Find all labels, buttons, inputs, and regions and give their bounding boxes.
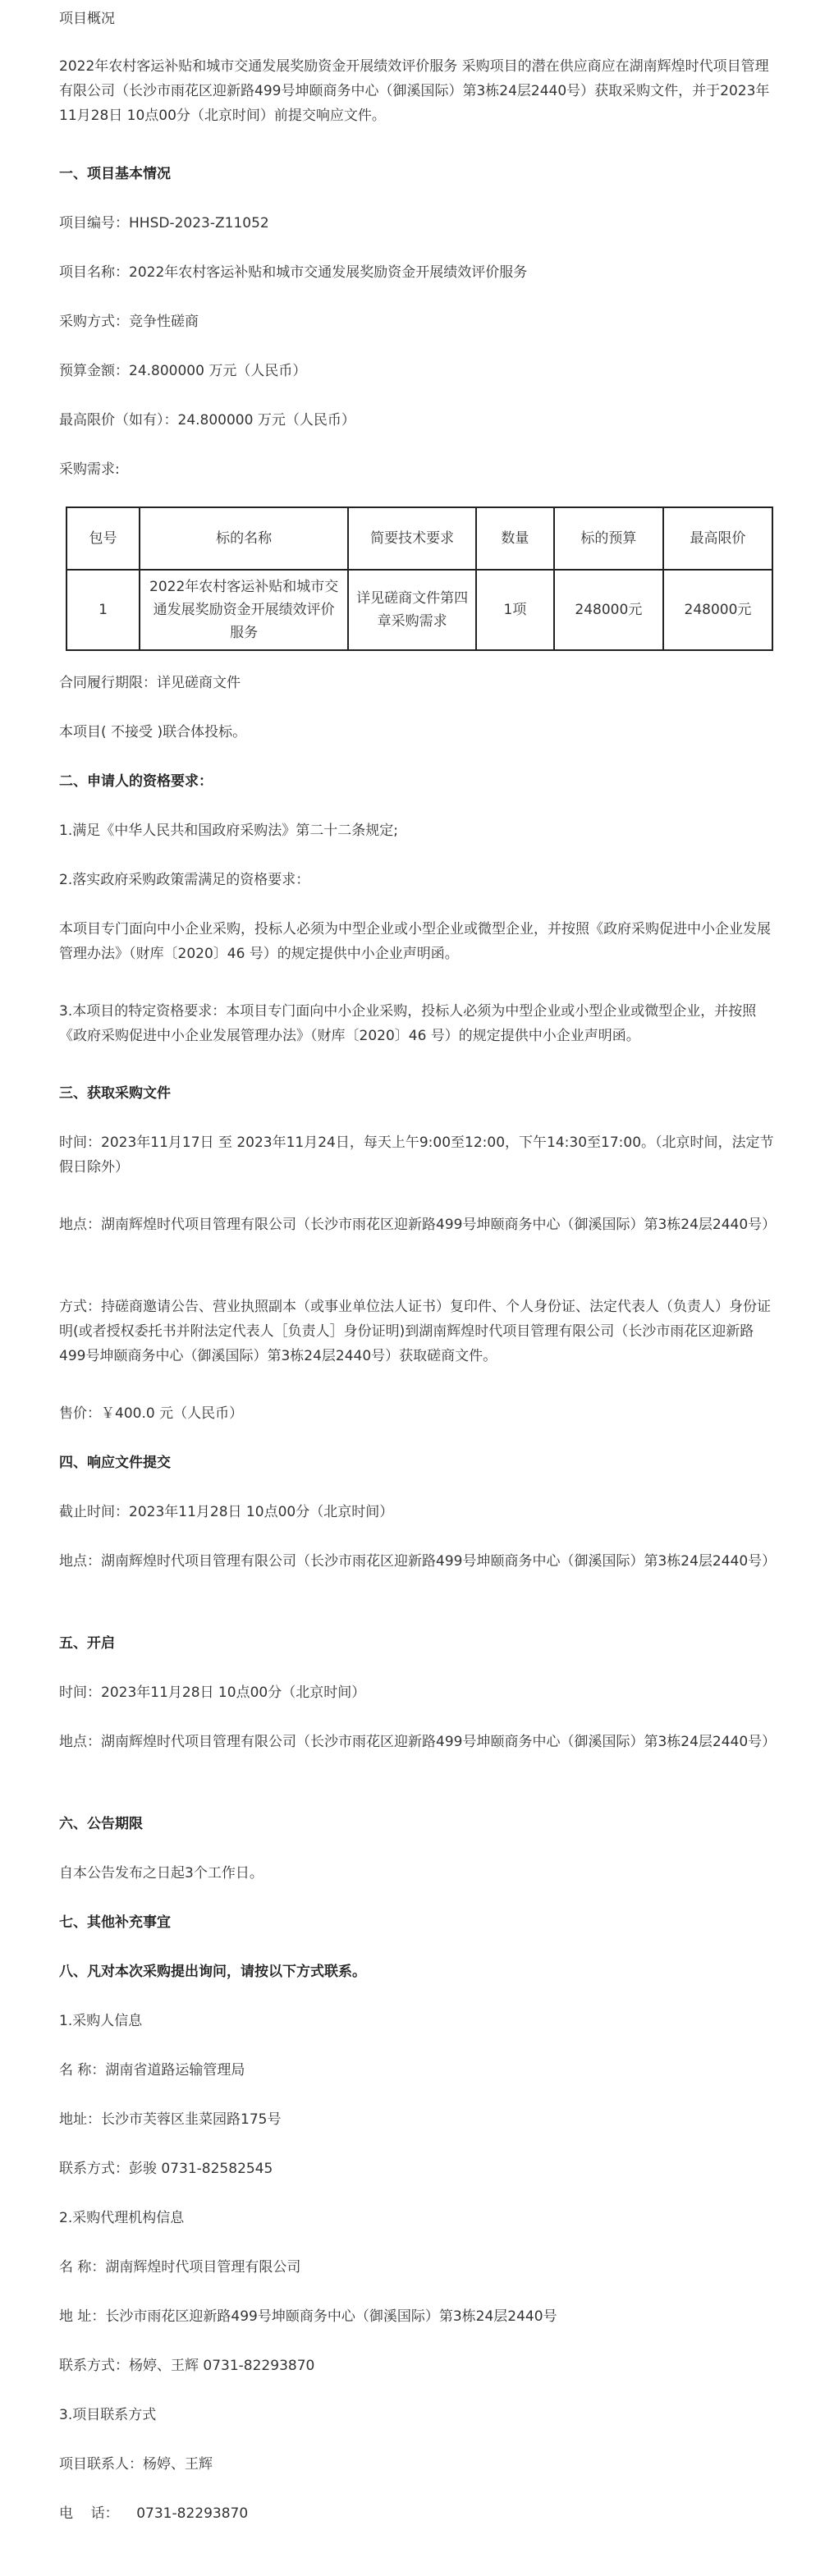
buyer-heading: 1.采购人信息 [59, 2013, 143, 2029]
cell-tech-req: 详见磋商文件第四章采购需求 [348, 570, 476, 650]
project-contact-heading: 3.项目联系方式 [59, 2407, 157, 2423]
qualification-2: 2.落实政府采购政策需满足的资格要求： [59, 872, 310, 888]
contract-period: 合同履行期限：详见磋商文件 [59, 675, 241, 691]
section-5-title: 五、开启 [59, 1635, 115, 1652]
section-6-title: 六、公告期限 [59, 1816, 143, 1832]
table-header-row [66, 507, 772, 570]
max-price: 最高限价（如有）：24.800000 万元（人民币） [59, 412, 355, 429]
section-7-title: 七、其他补充事宜 [59, 1914, 171, 1931]
procurement-method: 采购方式：竞争性磋商 [59, 314, 199, 330]
header-cell-budget: 标的预算 [554, 507, 663, 570]
buyer-address: 地址：长沙市芙蓉区韭菜园路175号 [59, 2111, 282, 2128]
overview-text: 2022年农村客运补贴和城市交通发展奖励资金开展绩效评价服务 采购项目的潜在供应商应在湖南辉煌时代项目管理有限公司（长沙市雨花区迎新路499号坤颐商务中心（御溪国际）第3栋24层2440号）获取采购文件，并于2023年11月28日 10点00分（北京时间）前提交响应文件。 [59, 58, 770, 124]
requirements-table [66, 506, 773, 651]
submit-place: 地点：湖南辉煌时代项目管理有限公司（长沙市雨花区迎新路499号坤颐商务中心（御溪国际）第3栋24层2440号） [59, 1553, 777, 1570]
cell-budget: 248000元 [554, 570, 663, 650]
qualification-sme: 本项目专门面向中小企业采购，投标人必须为中型企业或小型企业或微型企业，并按照《政府采购促进中小企业发展管理办法》（财库〔2020〕46 号）的规定提供中小企业声明函。 [59, 921, 771, 962]
cell-package: 1 [66, 570, 140, 650]
header-cell-max-price: 最高限价 [663, 507, 772, 570]
cell-item-name: 2022年农村客运补贴和城市交通发展奖励资金开展绩效评价服务 [140, 570, 348, 650]
budget-amount: 预算金额：24.800000 万元（人民币） [59, 363, 307, 379]
demand-label: 采购需求: [59, 461, 120, 478]
document-price: 售价：￥400.0 元（人民币） [59, 1405, 244, 1422]
agent-name: 名 称：湖南辉煌时代项目管理有限公司 [59, 2259, 301, 2276]
project-number: 项目编号：HHSD-2023-Z11052 [59, 215, 269, 231]
section-4-title: 四、响应文件提交 [59, 1455, 171, 1471]
obtain-place: 地点：湖南辉煌时代项目管理有限公司（长沙市雨花区迎新路499号坤颐商务中心（御溪国际）第3栋24层2440号） [59, 1217, 777, 1233]
cell-max-price: 248000元 [663, 570, 772, 650]
obtain-method: 方式：持磋商邀请公告、营业执照副本（或事业单位法人证书）复印件、个人身份证、法定代表人（负责人）身份证明(或者授权委托书并附法定代表人［负责人］身份证明)到湖南辉煌时代项目管理有限公司（长沙市雨花区迎新路499号坤颐商务中心（御溪国际）第3栋24层2440号）获取磋商文件。 [59, 1299, 771, 1364]
buyer-contact: 联系方式：彭骏 0731-82582545 [59, 2161, 273, 2177]
header-cell-item-name: 标的名称 [140, 507, 348, 570]
section-1-title: 一、项目基本情况 [59, 166, 171, 182]
header-cell-package: 包号 [66, 507, 140, 570]
buyer-name: 名 称：湖南省道路运输管理局 [59, 2062, 245, 2079]
joint-bid: 本项目( 不接受 )联合体投标。 [59, 724, 247, 740]
agent-contact: 联系方式：杨婷、王辉 0731-82293870 [59, 2358, 315, 2374]
opening-place: 地点：湖南辉煌时代项目管理有限公司（长沙市雨花区迎新路499号坤颐商务中心（御溪国际）第3栋24层2440号） [59, 1734, 777, 1750]
overview-title: 项目概况 [59, 11, 115, 27]
obtain-time: 时间：2023年11月17日 至 2023年11月24日，每天上午9:00至12:00，下午14:30至17:00。（北京时间，法定节假日除外） [59, 1134, 774, 1176]
project-contact-phone: 电 话： 0731-82293870 [59, 2505, 249, 2522]
section-2-title: 二、申请人的资格要求： [59, 773, 213, 790]
agent-heading: 2.采购代理机构信息 [59, 2210, 185, 2226]
submit-deadline: 截止时间：2023年11月28日 10点00分（北京时间） [59, 1504, 394, 1520]
notice-period: 自本公告发布之日起3个工作日。 [59, 1865, 263, 1882]
cell-quantity: 1项 [476, 570, 554, 650]
agent-address: 地 址：长沙市雨花区迎新路499号坤颐商务中心（御溪国际）第3栋24层2440号 [59, 2308, 557, 2325]
header-cell-quantity: 数量 [476, 507, 554, 570]
project-name: 项目名称：2022年农村客运补贴和城市交通发展奖励资金开展绩效评价服务 [59, 264, 528, 281]
qualification-3: 3.本项目的特定资格要求：本项目专门面向中小企业采购，投标人必须为中型企业或小型企业或微型企业，并按照《政府采购促进中小企业发展管理办法》（财库〔2020〕46 号）的规定提供中小企业声明函。 [59, 1003, 757, 1044]
project-contact-person: 项目联系人：杨婷、王辉 [59, 2456, 213, 2473]
opening-time: 时间：2023年11月28日 10点00分（北京时间） [59, 1684, 366, 1701]
qualification-1: 1.满足《中华人民共和国政府采购法》第二十二条规定; [59, 823, 398, 839]
section-3-title: 三、获取采购文件 [59, 1085, 171, 1102]
section-8-title: 八、凡对本次采购提出询问，请按以下方式联系。 [59, 1964, 366, 1980]
table-row [66, 570, 772, 650]
header-cell-tech-req: 简要技术要求 [348, 507, 476, 570]
